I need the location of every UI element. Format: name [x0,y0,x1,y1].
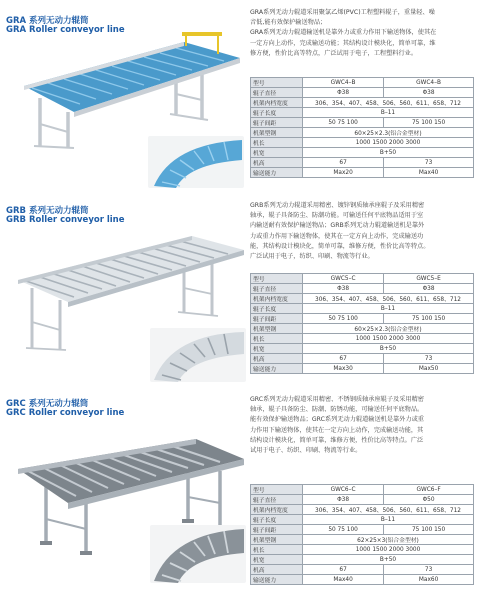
grc-description [250,395,474,456]
spec-row [251,118,474,128]
spec-value: Max20 [303,168,384,178]
desc-line: 能有效保护输送物品；GRC系列无动力辊道输送机是靠外力或重 [250,416,424,424]
spec-label: 辊子间距 [251,118,303,128]
spec-value: 50 75 100 [303,314,384,324]
desc-line: 轴承，辊子具备防尘、防潮、防锈功能，可输送任何平底物品。 [250,406,424,414]
spec-value: Φ38 [303,88,384,98]
spec-row [251,294,474,304]
spec-value: B+50 [303,148,474,158]
desc-line: 轴承，辊子具备防尘、防潮功能。可输送任何平底物品适用于室 [250,212,424,220]
desc-line: 广泛试用于电子，纺织、印刷、物流等行业。 [250,253,374,261]
grc-curve-inset-photo [150,525,246,583]
spec-row [251,274,474,284]
spec-row [251,168,474,178]
spec-row [251,545,474,555]
spec-value: 60×25×2.3(铝合金型材) [303,128,474,138]
desc-line: 修方便，性价比高等特点，广泛试用于电子，工程塑料行业。 [250,49,418,57]
spec-row [251,88,474,98]
spec-value: Max60 [384,575,474,585]
spec-value: 306、354、407、458、506、560、611、658、712 [303,505,474,515]
spec-value: Φ38 [384,284,474,294]
spec-row [251,364,474,374]
spec-row [251,98,474,108]
spec-row [251,505,474,515]
section-grb [0,196,479,392]
spec-row [251,314,474,324]
spec-value: 62×25×3(铝合金型材) [303,535,474,545]
spec-value: 73 [384,354,474,364]
desc-line: GRA系列无动力辊道采用聚氯乙烯(PVC)工程塑料辊子，重量轻、噪 [250,9,435,16]
section-title-cn: GRA 系列无动力辊筒 [6,16,89,26]
spec-label: 机宽 [251,344,303,354]
desc-line: 试用于电子、纺织、印刷、物流等行业。 [250,447,362,455]
spec-row [251,304,474,314]
gra-curve-inset-photo [148,136,244,188]
spec-value: Max40 [303,575,384,585]
spec-value: GWC4–B [303,78,384,88]
grb-spec-table [250,273,474,374]
spec-value: GWC5–E [384,274,474,284]
spec-value: Max30 [303,364,384,374]
spec-value: 1000 1500 2000 3000 [303,545,474,555]
spec-value: 73 [384,565,474,575]
spec-row [251,128,474,138]
desc-line: 音低,能有效保护输送物品； [250,19,327,27]
spec-row [251,344,474,354]
spec-value: 75 100 150 [384,525,474,535]
spec-value: 50 75 100 [303,118,384,128]
spec-value: 75 100 150 [384,118,474,128]
grc-spec-table [250,484,474,585]
spec-row [251,138,474,148]
spec-value: 306、354、407、458、506、560、611、658、712 [303,98,474,108]
spec-value: B–11 [303,108,474,118]
spec-label: 机高 [251,565,303,575]
spec-label: 型号 [251,274,303,284]
spec-value: 67 [303,565,384,575]
spec-value: 67 [303,158,384,168]
spec-label: 辊子长度 [251,515,303,525]
spec-label: 辊子长度 [251,304,303,314]
grb-description [250,201,474,262]
spec-row [251,515,474,525]
spec-value: 306、354、407、458、506、560、611、658、712 [303,294,474,304]
spec-label: 型号 [251,485,303,495]
spec-label: 机长 [251,545,303,555]
desc-line: 一定方向上动作，完成输送功能；其结构设计模块化，简单可靠，维 [250,39,436,47]
spec-label: 辊子直径 [251,284,303,294]
spec-label: 机架型钢 [251,324,303,334]
spec-value: GWC5–C [303,274,384,284]
spec-value: B–11 [303,515,474,525]
spec-label: 辊子长度 [251,108,303,118]
spec-row [251,148,474,158]
section-title-cn: GRC 系列无动力辊筒 [6,399,89,409]
spec-row [251,495,474,505]
spec-label: 机长 [251,334,303,344]
spec-label: 辊子直径 [251,88,303,98]
spec-row [251,284,474,294]
spec-value: Max50 [384,364,474,374]
gra-spec-table [250,77,474,178]
spec-row [251,485,474,495]
spec-value: 60×25×2.3(铝合金型材) [303,324,474,334]
section-gra [0,0,479,192]
spec-value: 67 [303,354,384,364]
section-title-en: GRC Roller conveyor line [6,408,125,418]
spec-row [251,158,474,168]
spec-label: 机高 [251,354,303,364]
spec-label: 机架内档宽度 [251,98,303,108]
spec-label: 机架内档宽度 [251,505,303,515]
spec-label: 输送能力 [251,575,303,585]
spec-value: 1000 1500 2000 3000 [303,138,474,148]
spec-value: 75 100 150 [384,314,474,324]
gra-description [250,8,474,59]
spec-label: 机长 [251,138,303,148]
spec-row [251,565,474,575]
spec-value: 50 75 100 [303,525,384,535]
desc-line: GRC系列无动力辊道采用精密、不锈钢质轴承座辊子及采用精密 [250,396,424,403]
spec-label: 型号 [251,78,303,88]
spec-row [251,108,474,118]
desc-line: 内输送耐有效保护输送物品；GRB系列无动力辊道输送机是靠外 [250,222,425,230]
spec-value: Φ38 [384,88,474,98]
spec-value: GWC6–F [384,485,474,495]
spec-value: B–11 [303,304,474,314]
spec-value: Φ50 [384,495,474,505]
spec-label: 机宽 [251,555,303,565]
grb-curve-inset-photo [150,328,246,382]
section-grc [0,393,479,599]
spec-value: Φ38 [303,284,384,294]
spec-value: 1000 1500 2000 3000 [303,334,474,344]
gra-conveyor-photo [4,28,248,152]
spec-value: Max40 [384,168,474,178]
spec-label: 辊子间距 [251,525,303,535]
spec-value: 73 [384,158,474,168]
spec-value: Φ38 [303,495,384,505]
desc-line: 能，其结构设计模块化，简单可靠，维修方便，性价比高等特点。 [250,242,430,250]
spec-label: 机宽 [251,148,303,158]
spec-label: 辊子间距 [251,314,303,324]
desc-line: GRA系列无动力辊道输送机是靠外力或重力作用下输送物体，使其在 [250,29,437,37]
spec-label: 辊子直径 [251,495,303,505]
desc-line: 结构设计模块化，简单可靠，维修方便，性价比高等特点。广泛 [250,436,424,444]
spec-row [251,535,474,545]
spec-row [251,324,474,334]
spec-row [251,354,474,364]
spec-row [251,555,474,565]
spec-row [251,525,474,535]
spec-row [251,78,474,88]
spec-label: 机架型钢 [251,535,303,545]
section-title-en: GRA Roller conveyor line [6,25,125,35]
spec-row [251,334,474,344]
desc-line: 力作用下输送物体，使其在一定方向上动作，完成输送功能，其 [250,426,424,434]
spec-label: 机架型钢 [251,128,303,138]
spec-value: GWC4–B [384,78,474,88]
section-title-en: GRB Roller conveyor line [6,215,125,225]
desc-line: GRB系列无动力辊道采用精密、镀锌钢质轴承座辊子及采用精密 [250,202,425,209]
spec-label: 输送能力 [251,364,303,374]
spec-value: B+50 [303,555,474,565]
spec-label: 输送能力 [251,168,303,178]
spec-value: GWC6–C [303,485,384,495]
spec-row [251,575,474,585]
spec-label: 机架内档宽度 [251,294,303,304]
desc-line: 力或重力作用下输送物体，使其在一定方向上动作，完成输送功 [250,232,424,240]
section-title-cn: GRB 系列无动力辊筒 [6,206,89,216]
spec-label: 机高 [251,158,303,168]
spec-value: B+50 [303,344,474,354]
